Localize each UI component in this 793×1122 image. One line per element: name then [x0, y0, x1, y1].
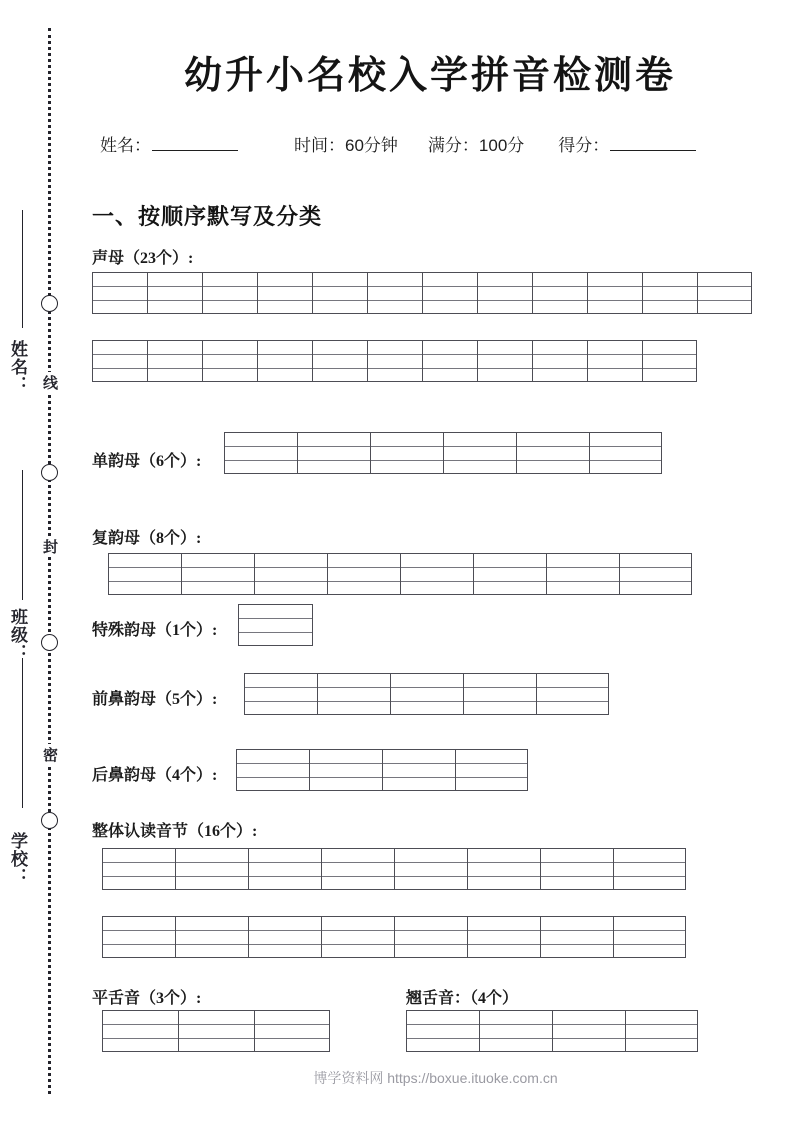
pinyin-grid-cell[interactable]	[589, 432, 662, 474]
pinyin-grid-cell[interactable]	[297, 432, 370, 474]
pinyin-grid-cell[interactable]	[479, 1010, 552, 1052]
score-label: 得分：	[558, 136, 610, 155]
label-houbiyunmu: 后鼻韵母（4个）:	[92, 767, 218, 784]
pinyin-grid-cell[interactable]	[455, 749, 528, 791]
binding-circle	[41, 634, 58, 651]
pinyin-grid-cell[interactable]	[390, 673, 463, 715]
binding-circle	[41, 464, 58, 481]
grid-fuyunmu-row1[interactable]	[108, 553, 692, 595]
pinyin-grid-cell[interactable]	[108, 553, 181, 595]
pinyin-grid-cell[interactable]	[248, 848, 321, 890]
pinyin-grid-cell[interactable]	[406, 1010, 479, 1052]
pinyin-grid-cell[interactable]	[257, 340, 312, 382]
label-qianbiyunmu: 前鼻韵母（5个）:	[92, 691, 218, 708]
pinyin-grid-cell[interactable]	[400, 553, 473, 595]
pinyin-grid-cell[interactable]	[546, 553, 619, 595]
page-title: 幼升小名校入学拼音检测卷	[183, 55, 676, 97]
pinyin-grid-cell[interactable]	[92, 272, 147, 314]
pinyin-grid-cell[interactable]	[625, 1010, 698, 1052]
pinyin-grid-cell[interactable]	[613, 916, 686, 958]
binding-margin	[0, 0, 78, 1122]
section-heading: 一、按顺序默写及分类	[92, 204, 323, 229]
score-blank[interactable]	[610, 135, 696, 151]
margin-field-name: 姓名：	[8, 340, 27, 394]
pinyin-grid-cell[interactable]	[175, 848, 248, 890]
label-pingshe: 平舌音（3个）:	[92, 990, 202, 1007]
label-qiaoshe: 翘舌音：（4个）	[406, 990, 519, 1007]
pinyin-grid-cell[interactable]	[248, 916, 321, 958]
pinyin-grid-cell[interactable]	[312, 340, 367, 382]
pinyin-grid-cell[interactable]	[532, 340, 587, 382]
grid-pingshe-row1[interactable]	[102, 1010, 330, 1052]
pinyin-grid-cell[interactable]	[317, 673, 390, 715]
pinyin-grid-cell[interactable]	[181, 553, 254, 595]
grid-shengmu-row2[interactable]	[92, 340, 697, 382]
pinyin-grid-cell[interactable]	[92, 340, 147, 382]
pinyin-grid-cell[interactable]	[477, 340, 532, 382]
pinyin-grid-cell[interactable]	[394, 848, 467, 890]
pinyin-grid-cell[interactable]	[370, 432, 443, 474]
pinyin-grid-cell[interactable]	[587, 272, 642, 314]
margin-field-school: 学校：	[8, 832, 27, 886]
footer-watermark: 博学资料网 https://boxue.ituoke.com.cn	[313, 1070, 558, 1086]
field-rule-school	[22, 658, 23, 808]
name-field	[100, 131, 238, 156]
label-danyunmu: 单韵母（6个）:	[92, 453, 202, 470]
pinyin-grid-cell[interactable]	[532, 272, 587, 314]
pinyin-grid-cell[interactable]	[147, 340, 202, 382]
pinyin-grid-cell[interactable]	[202, 340, 257, 382]
pinyin-grid-cell[interactable]	[312, 272, 367, 314]
pinyin-grid-cell[interactable]	[254, 553, 327, 595]
pinyin-grid-cell[interactable]	[516, 432, 589, 474]
pinyin-grid-cell[interactable]	[422, 272, 477, 314]
pinyin-grid-cell[interactable]	[382, 749, 455, 791]
pinyin-grid-cell[interactable]	[642, 340, 697, 382]
pinyin-grid-cell[interactable]	[321, 916, 394, 958]
grid-qiaoshe-row1[interactable]	[406, 1010, 698, 1052]
pinyin-grid-cell[interactable]	[367, 272, 422, 314]
pinyin-grid-cell[interactable]	[178, 1010, 254, 1052]
pinyin-grid-cell[interactable]	[102, 916, 175, 958]
pinyin-grid-cell[interactable]	[540, 916, 613, 958]
seal-char-mi: 密	[38, 744, 60, 765]
pinyin-grid-cell[interactable]	[552, 1010, 625, 1052]
score-field	[558, 131, 696, 156]
pinyin-grid-cell[interactable]	[309, 749, 382, 791]
pinyin-grid-cell[interactable]	[224, 432, 297, 474]
pinyin-grid-cell[interactable]	[540, 848, 613, 890]
label-zhengtirendu: 整体认读音节（16个）:	[92, 823, 258, 840]
pinyin-grid-cell[interactable]	[473, 553, 546, 595]
label-fuyunmu: 复韵母（8个）:	[92, 530, 202, 547]
grid-danyunmu-row1[interactable]	[224, 432, 662, 474]
time-label: 时间：60分钟	[294, 136, 398, 155]
grid-shengmu-row1[interactable]	[92, 272, 752, 314]
pinyin-grid-cell[interactable]	[236, 749, 309, 791]
pinyin-grid-cell[interactable]	[254, 1010, 330, 1052]
binding-circle	[41, 295, 58, 312]
label-teshuyunmu: 特殊韵母（1个）:	[92, 622, 218, 639]
pinyin-grid-cell[interactable]	[321, 848, 394, 890]
grid-zhengtirendu-row2[interactable]	[102, 916, 686, 958]
grid-qianbiyunmu-row1[interactable]	[244, 673, 609, 715]
pinyin-grid-cell[interactable]	[467, 916, 540, 958]
margin-field-class: 班级：	[8, 608, 27, 662]
pinyin-grid-cell[interactable]	[175, 916, 248, 958]
binding-dotted-line	[48, 28, 51, 1094]
pinyin-grid-cell[interactable]	[587, 340, 642, 382]
field-rule-name	[22, 210, 23, 328]
pinyin-grid-cell[interactable]	[463, 673, 536, 715]
pinyin-grid-cell[interactable]	[467, 848, 540, 890]
name-label: 姓名：	[100, 136, 151, 155]
pinyin-grid-cell[interactable]	[238, 604, 313, 646]
field-rule-class	[22, 470, 23, 600]
pinyin-grid-cell[interactable]	[422, 340, 477, 382]
pinyin-grid-cell[interactable]	[394, 916, 467, 958]
label-shengmu: 声母（23个）:	[92, 250, 194, 267]
pinyin-grid-cell[interactable]	[697, 272, 752, 314]
pinyin-grid-cell[interactable]	[477, 272, 532, 314]
grid-teshuyunmu-row1[interactable]	[238, 604, 313, 646]
pinyin-grid-cell[interactable]	[102, 848, 175, 890]
seal-char-xian: 线	[38, 372, 60, 393]
pinyin-grid-cell[interactable]	[257, 272, 312, 314]
pinyin-grid-cell[interactable]	[619, 553, 692, 595]
total-score-label: 满分：100分	[427, 136, 525, 155]
binding-circle	[41, 812, 58, 829]
pinyin-grid-cell[interactable]	[102, 1010, 178, 1052]
pinyin-grid-cell[interactable]	[367, 340, 422, 382]
exam-info-line	[100, 131, 768, 156]
pinyin-grid-cell[interactable]	[244, 673, 317, 715]
pinyin-grid-cell[interactable]	[536, 673, 609, 715]
pinyin-grid-cell[interactable]	[613, 848, 686, 890]
pinyin-grid-cell[interactable]	[327, 553, 400, 595]
name-blank[interactable]	[152, 135, 238, 151]
pinyin-grid-cell[interactable]	[202, 272, 257, 314]
seal-char-feng: 封	[38, 536, 60, 557]
sheet-body	[78, 0, 793, 1122]
pinyin-grid-cell[interactable]	[147, 272, 202, 314]
grid-zhengtirendu-row1[interactable]	[102, 848, 686, 890]
pinyin-grid-cell[interactable]	[642, 272, 697, 314]
pinyin-grid-cell[interactable]	[443, 432, 516, 474]
grid-houbiyunmu-row1[interactable]	[236, 749, 528, 791]
